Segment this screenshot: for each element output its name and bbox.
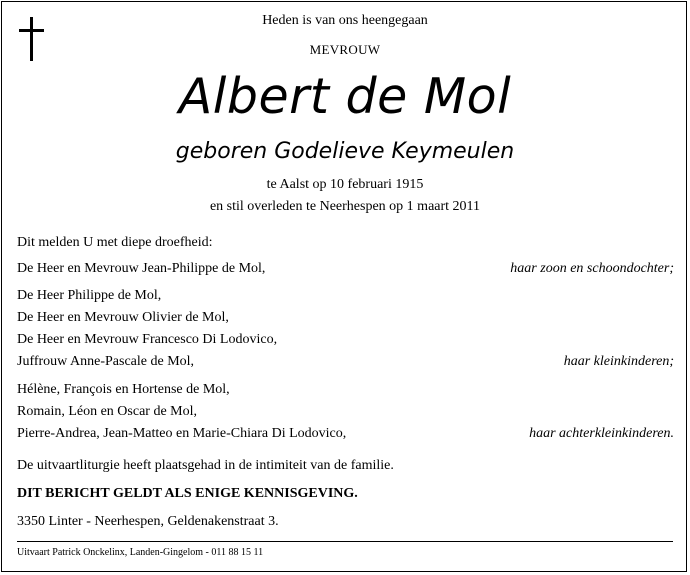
funeral-text: De uitvaartliturgie heeft plaatsgehad in de intimiteit van de familie.: [17, 458, 394, 473]
relative-row: [17, 258, 674, 280]
maiden-name: geboren Godelieve Keymeulen: [175, 139, 515, 164]
relative-row: [17, 351, 674, 373]
relative-row: [17, 423, 674, 445]
great-grandchildren-section: [17, 379, 674, 445]
relation-label: haar zoon en schoondochter;: [510, 261, 674, 276]
relative-row: [17, 329, 674, 351]
relative-row: [17, 285, 674, 307]
relation-label: haar kleinkinderen;: [563, 354, 674, 369]
relative-row: [17, 401, 674, 423]
honorific: MEVROUW: [309, 42, 381, 57]
deceased-name: Albert de Mol: [178, 68, 512, 125]
footer-text: Uitvaart Patrick Onckelinx, Landen-Gingelom - 011 88 15 11: [17, 547, 264, 558]
relative-row: [17, 307, 674, 329]
birth-line: te Aalst op 10 februari 1915: [266, 177, 424, 192]
relative-name: De Heer en Mevrouw Olivier de Mol,: [17, 310, 229, 325]
death-line: en stil overleden te Neerhespen op 1 maart 2011: [209, 199, 481, 214]
relative-name: De Heer en Mevrouw Jean-Philippe de Mol,: [17, 261, 266, 276]
relative-name: Pierre-Andrea, Jean-Matteo en Marie-Chiara Di Lodovico,: [17, 426, 347, 441]
footer-divider: [17, 541, 673, 542]
intro-text: Heden is van ons heengegaan: [262, 13, 428, 28]
announcement-text: Dit melden U met diepe droefheid:: [17, 235, 213, 250]
relative-name: Romain, Léon en Oscar de Mol,: [17, 404, 198, 419]
relative-row: [17, 379, 674, 401]
grandchildren-section: [17, 285, 674, 373]
relative-name: Hélène, François en Hortense de Mol,: [17, 382, 230, 397]
address-text: 3350 Linter - Neerhespen, Geldenakenstraat 3.: [17, 514, 279, 529]
relative-name: De Heer en Mevrouw Francesco Di Lodovico,: [17, 332, 278, 347]
notice-text: DIT BERICHT GELDT ALS ENIGE KENNISGEVING.: [17, 486, 358, 501]
relation-label: haar achterkleinkinderen.: [529, 426, 674, 441]
relative-name: De Heer Philippe de Mol,: [17, 288, 162, 303]
children-section: [17, 258, 674, 280]
relative-name: Juffrouw Anne-Pascale de Mol,: [17, 354, 195, 369]
